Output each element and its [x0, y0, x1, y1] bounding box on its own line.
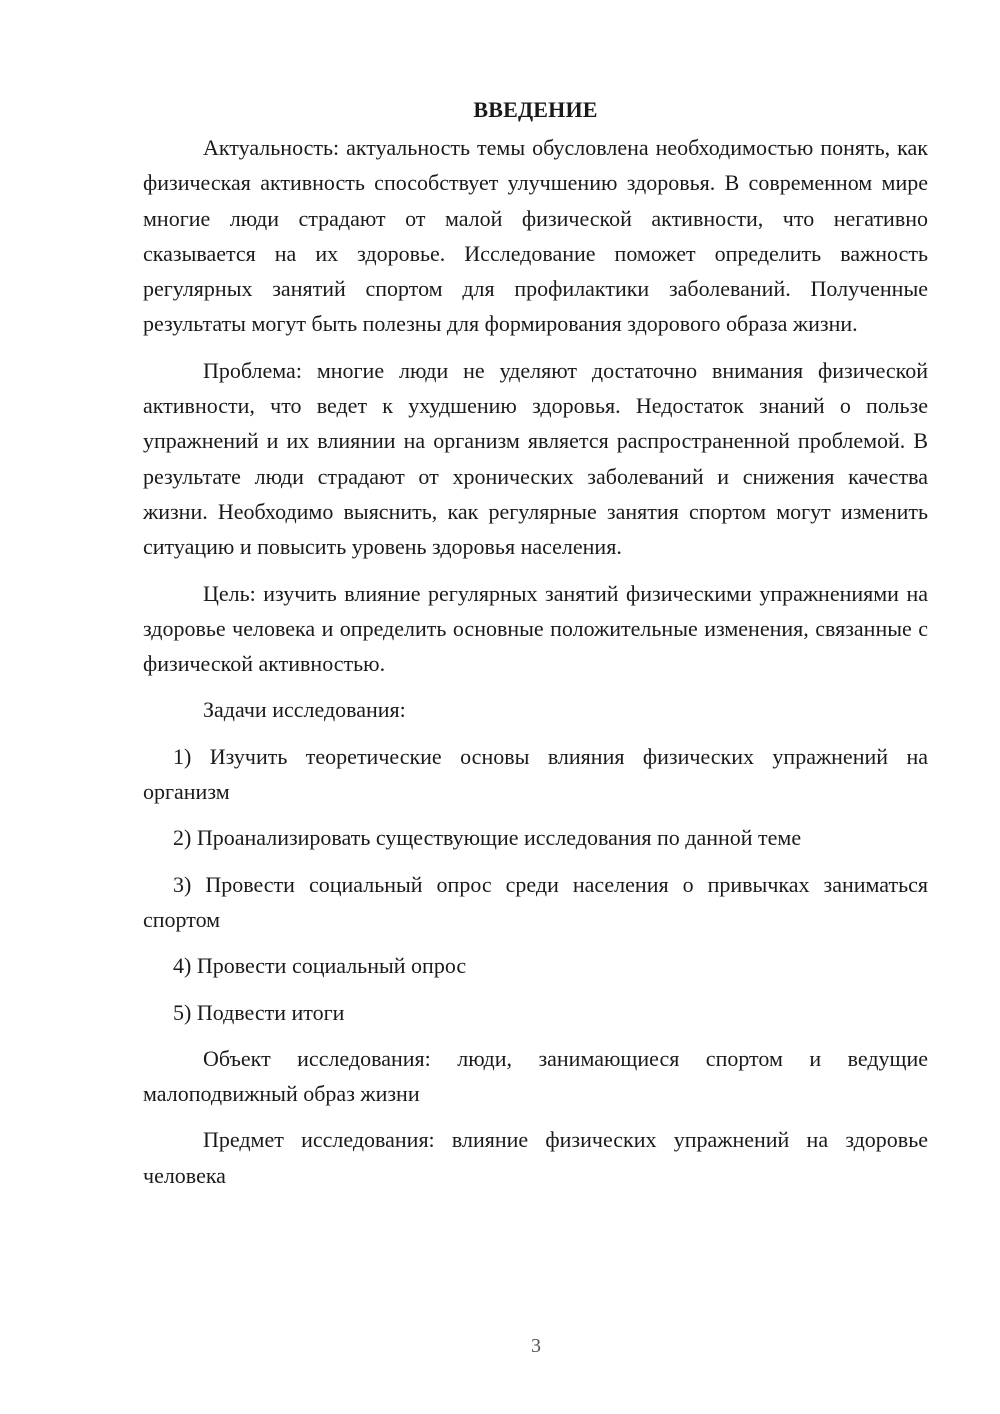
goal-paragraph: Цель: изучить влияние регулярных занятий физическими упражнениями на здоровье человека и определить основные положительные изменения, связанные с физической активностью.: [143, 580, 928, 677]
task-item-4: 4) Провести социальный опрос: [173, 953, 467, 979]
problem-paragraph: Проблема: многие люди не уделяют достаточно внимания физической активности, что ведет к ухудшению здоровья. Недостаток знаний о пользе упражнений и их влиянии на организм является распространенной проблемой. В результате люди страдают от хронических заболеваний и снижения качества жизни. Необходимо выяснить, как регулярные занятия спортом могут изменить ситуацию и повысить уровень здоровья населения.: [143, 357, 928, 560]
relevance-paragraph: Актуальность: актуальность темы обусловлена необходимостью понять, как физическая активность способствует улучшению здоровья. В современном мире многие люди страдают от малой физической активности, что негативно сказывается на их здоровье. Исследование поможет определить важность регулярных занятий спортом для профилактики заболеваний. Полученные результаты могут быть полезны для формирования здорового образа жизни.: [143, 135, 928, 337]
task-item-1: 1) Изучить теоретические основы влияния физических упражнений на организм: [143, 743, 928, 805]
tasks-heading: Задачи исследования:: [203, 697, 406, 723]
page-number: 3: [531, 1335, 541, 1357]
task-item-2: 2) Проанализировать существующие исследования по данной теме: [173, 825, 802, 851]
task-item-5: 5) Подвести итоги: [173, 999, 345, 1025]
task-item-3: 3) Провести социальный опрос среди населения о привычках заниматься спортом: [143, 871, 928, 932]
page-content: [143, 92, 928, 1204]
object-paragraph: Объект исследования: люди, занимающиеся спортом и ведущие малоподвижный образ жизни: [143, 1045, 928, 1107]
subject-paragraph: Предмет исследования: влияние физических упражнений на здоровье человека: [143, 1127, 928, 1188]
page-title: ВВЕДЕНИЕ: [473, 97, 598, 122]
